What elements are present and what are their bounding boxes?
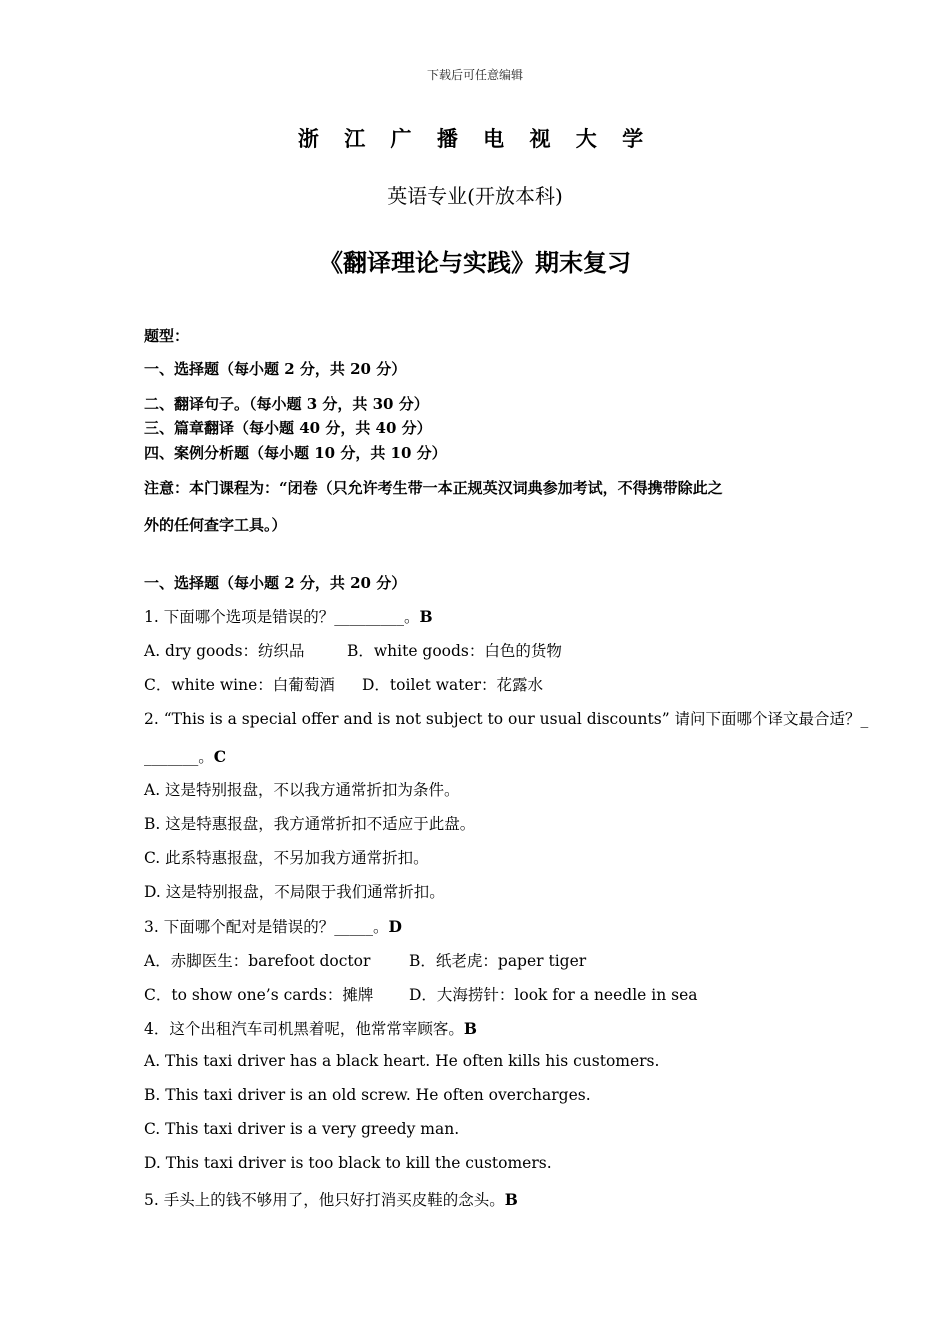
q3-stem-text: 3. 下面哪个配对是错误的？_____。: [144, 918, 389, 936]
types-heading: 题型：: [144, 327, 190, 345]
course-title: 《翻译理论与实践》期末复习: [319, 248, 631, 277]
type-item-4: 四、案例分析题（每小题 10 分，共 10 分）: [144, 444, 447, 462]
q1-option-d: D．toilet water：花露水: [362, 676, 544, 694]
q5-stem: [144, 1188, 518, 1210]
q1-option-a: A. dry goods：纺织品: [144, 642, 305, 660]
q2-option-d: D. 这是特别报盘，不局限于我们通常折扣。: [144, 883, 445, 901]
q4-stem-text: 4．这个出租汽车司机黑着呢，他常常宰顾客。: [144, 1020, 464, 1038]
q3-option-d: D．大海捞针：look for a needle in sea: [409, 986, 698, 1004]
q2-option-c: C. 此系特惠报盘，不另加我方通常折扣。: [144, 849, 429, 867]
q2-stem-line1: 2. “This is a special offer and is not subject to our usual discounts” 请问下面哪个译文最合适？_: [144, 710, 869, 728]
q4-option-a: A. This taxi driver has a black heart. He often kills his customers.: [144, 1052, 660, 1070]
q1-option-b: B．white goods：白色的货物: [347, 642, 562, 660]
q1-stem: [144, 605, 433, 627]
q4-answer: B: [463, 1019, 477, 1038]
header-note: 下载后可任意编辑: [426, 68, 523, 82]
section1-heading: 一、选择题（每小题 2 分，共 20 分）: [144, 574, 407, 592]
q3-stem: [144, 915, 402, 937]
q4-stem: [144, 1017, 477, 1039]
q5-answer: B: [504, 1190, 518, 1209]
q2-answer: C: [213, 747, 227, 766]
q3-option-a: A．赤脚医生：barefoot doctor: [144, 952, 371, 970]
major-title: 英语专业(开放本科): [387, 184, 563, 208]
exam-note-line1: 注意：本门课程为：“闭卷（只允许考生带一本正规英汉词典参加考试，不得携带除此之: [144, 479, 723, 497]
type-item-1: 一、选择题（每小题 2 分，共 20 分）: [144, 360, 407, 378]
q3-option-c: C．to show one’s cards：摊牌: [144, 986, 374, 1004]
q3-option-b: B．纸老虎：paper tiger: [409, 952, 587, 970]
q4-option-c: C. This taxi driver is a very greedy man.: [144, 1120, 460, 1138]
q3-answer: D: [388, 917, 402, 936]
q4-option-b: B. This taxi driver is an old screw. He often overcharges.: [144, 1086, 591, 1104]
q1-answer: B: [419, 607, 433, 626]
university-title: 浙 江 广 播 电 视 大 学: [297, 126, 653, 151]
q2-option-b: B. 这是特惠报盘，我方通常折扣不适应于此盘。: [144, 815, 476, 833]
type-item-3: 三、篇章翻译（每小题 40 分，共 40 分）: [144, 419, 432, 437]
type-item-2: 二、翻译句子。（每小题 3 分，共 30 分）: [144, 395, 429, 413]
q4-option-d: D. This taxi driver is too black to kill the customers.: [144, 1154, 552, 1172]
exam-note-line2: 外的任何查字工具。）: [144, 516, 287, 534]
q2-stem-line2: [144, 745, 226, 767]
q2-stem-text: _______。: [144, 748, 214, 766]
q2-option-a: A. 这是特别报盘，不以我方通常折扣为条件。: [144, 781, 460, 799]
q1-stem-text: 1. 下面哪个选项是错误的？_________。: [144, 608, 420, 626]
q1-option-c: C．white wine：白葡萄酒: [144, 676, 335, 694]
q5-stem-text: 5. 手头上的钱不够用了，他只好打消买皮鞋的念头。: [144, 1191, 505, 1209]
